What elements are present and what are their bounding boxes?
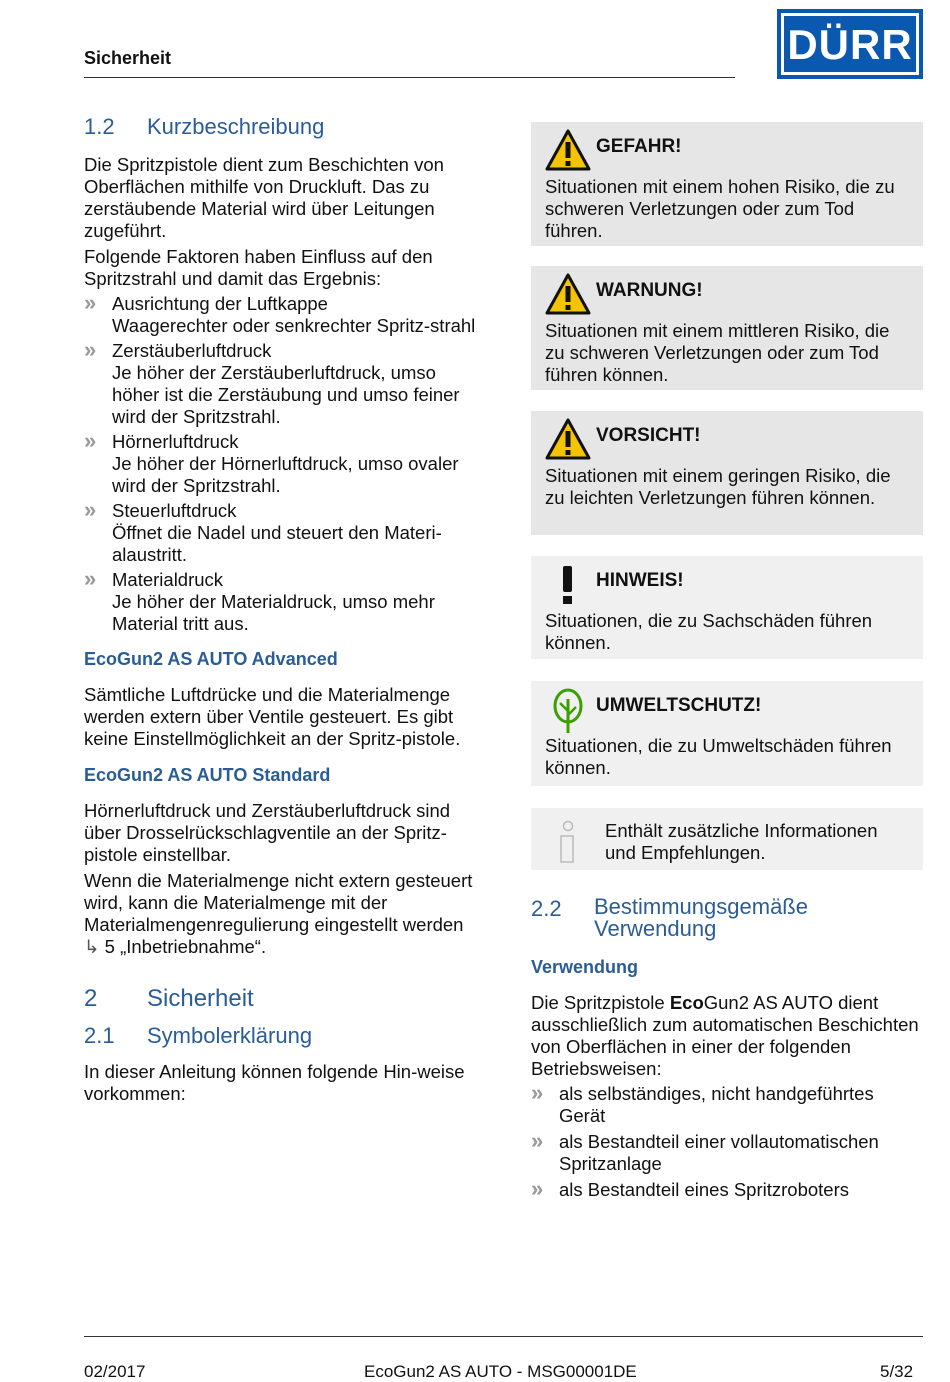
section-title: Symbolerklärung (147, 1023, 313, 1048)
list-item (84, 566, 484, 635)
list-item-title: Zerstäuberluftdruck (112, 340, 272, 361)
info-box (531, 808, 923, 870)
paragraph (531, 992, 923, 1080)
subheading-verwendung: Verwendung (531, 957, 639, 977)
list-item (531, 1176, 923, 1201)
section-title: Bestimmungsgemäße Verwendung (594, 894, 808, 941)
list-item-text: als Bestandteil eines Spritzroboters (559, 1179, 849, 1200)
section-heading-1-2 (84, 114, 484, 140)
box-text: Situationen mit einem geringen Risiko, die zu leichten Verletzungen führen können. (545, 465, 891, 508)
list-item-title: Materialdruck (112, 569, 224, 590)
section-heading-2-2 (531, 896, 923, 940)
paragraph: Folgende Faktoren haben Einfluss auf den Spritzstrahl und damit das Ergebnis: (84, 246, 433, 289)
tree-icon (545, 687, 591, 735)
list-item (84, 290, 484, 337)
box-text: Situationen, die zu Umweltschäden führen können. (545, 735, 892, 778)
right-column (531, 896, 923, 1201)
chevron-icon: » (531, 1176, 544, 1201)
list-item-desc: Waagerechter oder senkrechter Spritz-strahl (112, 315, 476, 336)
chevron-icon: » (84, 428, 97, 453)
paragraph: In dieser Anleitung können folgende Hin-weise vorkommen: (84, 1061, 465, 1104)
box-title: HINWEIS! (596, 570, 684, 591)
paragraph: Die Spritzpistole dient zum Beschichten von Oberflächen mithilfe von Druckluft. Das zu zerstäubende Material wird über Leitungen zugeführt. (84, 154, 444, 241)
box-text: Enthält zusätzliche Informationen und Empfehlungen. (605, 820, 878, 863)
section-number: 2.1 (84, 1023, 115, 1048)
warning-triangle-icon (545, 417, 591, 461)
list-item (84, 428, 484, 497)
paragraph-text: Gun2 AS AUTO dient ausschließlich zum automatischen Beschichten von Oberflächen in einer der folgenden Betriebsweisen: (531, 992, 919, 1079)
list-item-desc: Je höher der Zerstäuberluftdruck, umso höher ist die Zerstäubung und umso feiner wird der Spritzstrahl. (112, 362, 460, 427)
list-item (531, 1128, 923, 1175)
notice-box (531, 556, 923, 659)
list-item (84, 497, 484, 566)
chevron-icon: » (84, 337, 97, 362)
footer-date: 02/2017 (84, 1362, 146, 1381)
paragraph-text: Wenn die Materialmenge nicht extern gesteuert wird, kann die Materialmenge mit der Materialmengenregulierung eingestellt werden (84, 870, 473, 935)
paragraph: Sämtliche Luftdrücke und die Materialmenge werden extern über Ventile gesteuert. Es gibt keine Einstellmöglichkeit an der Spritz-pistole. (84, 684, 461, 749)
chevron-icon: » (84, 497, 97, 522)
chevron-icon: » (84, 566, 97, 591)
warning-triangle-icon (545, 128, 591, 172)
list-item (531, 1080, 923, 1127)
box-title: GEFAHR! (596, 136, 682, 157)
paragraph-text: Die Spritzpistole (531, 992, 670, 1013)
xref-arrow-icon: ↳ (84, 936, 100, 957)
list-item-text: als Bestandteil einer vollautomatischen Spritzanlage (559, 1131, 879, 1174)
list-item-desc: Je höher der Materialdruck, umso mehr Material tritt aus. (112, 591, 435, 634)
box-title: WARNUNG! (596, 280, 703, 301)
info-icon (557, 820, 579, 864)
list-item-title: Steuerluftdruck (112, 500, 237, 521)
subheading-advanced: EcoGun2 AS AUTO Advanced (84, 649, 338, 669)
box-title: VORSICHT! (596, 425, 701, 446)
section-number: 2 (84, 985, 98, 1012)
header-title: Sicherheit (84, 48, 172, 68)
warning-triangle-icon (545, 272, 591, 316)
header-rule (84, 77, 735, 78)
chevron-icon: » (531, 1128, 544, 1153)
section-title: Sicherheit (147, 985, 254, 1012)
box-text: Situationen mit einem hohen Risiko, die zu schweren Verletzungen oder zum Tod führen. (545, 176, 895, 241)
duerr-logo (777, 9, 923, 79)
paragraph (84, 870, 484, 958)
box-text: Situationen, die zu Sachschäden führen können. (545, 610, 873, 653)
list-item-desc: Öffnet die Nadel und steuert den Materi-alaustritt. (112, 522, 442, 565)
section-heading-2-1 (84, 1023, 484, 1049)
paragraph-bold: Eco (669, 992, 704, 1013)
left-column (84, 114, 484, 1105)
section-title: Kurzbeschreibung (147, 114, 325, 139)
section-number: 2.2 (531, 896, 562, 921)
list-item-title: Hörnerluftdruck (112, 431, 239, 452)
environment-box (531, 681, 923, 786)
chevron-icon: » (531, 1080, 544, 1105)
paragraph: Hörnerluftdruck und Zerstäuberluftdruck sind über Drosselrückschlagventile an der Spritz-pistole einstellbar. (84, 800, 451, 865)
exclamation-icon (545, 562, 591, 606)
footer-page: 5/32 (880, 1362, 914, 1381)
box-title: UMWELTSCHUTZ! (596, 695, 762, 716)
list-item-desc: Je höher der Hörnerluftdruck, umso ovaler wird der Spritzstrahl. (112, 453, 459, 496)
section-heading-2 (84, 984, 484, 1014)
caution-box (531, 411, 923, 535)
footer-rule (84, 1336, 923, 1337)
chevron-icon: » (84, 290, 97, 315)
logo-text: DÜRR (787, 21, 913, 68)
warning-box (531, 266, 923, 390)
xref-link[interactable]: 5 „Inbetriebnahme“. (104, 936, 267, 957)
box-text: Situationen mit einem mittleren Risiko, die zu schweren Verletzungen oder zum Tod führen können. (545, 320, 890, 385)
footer-doc: EcoGun2 AS AUTO - MSG00001DE (364, 1362, 637, 1381)
list-item-title: Ausrichtung der Luftkappe (112, 293, 328, 314)
list-item-text: als selbständiges, nicht handgeführtes Gerät (559, 1083, 874, 1126)
section-number: 1.2 (84, 114, 115, 139)
subheading-standard: EcoGun2 AS AUTO Standard (84, 765, 331, 785)
danger-box (531, 122, 923, 246)
list-item (84, 337, 484, 428)
